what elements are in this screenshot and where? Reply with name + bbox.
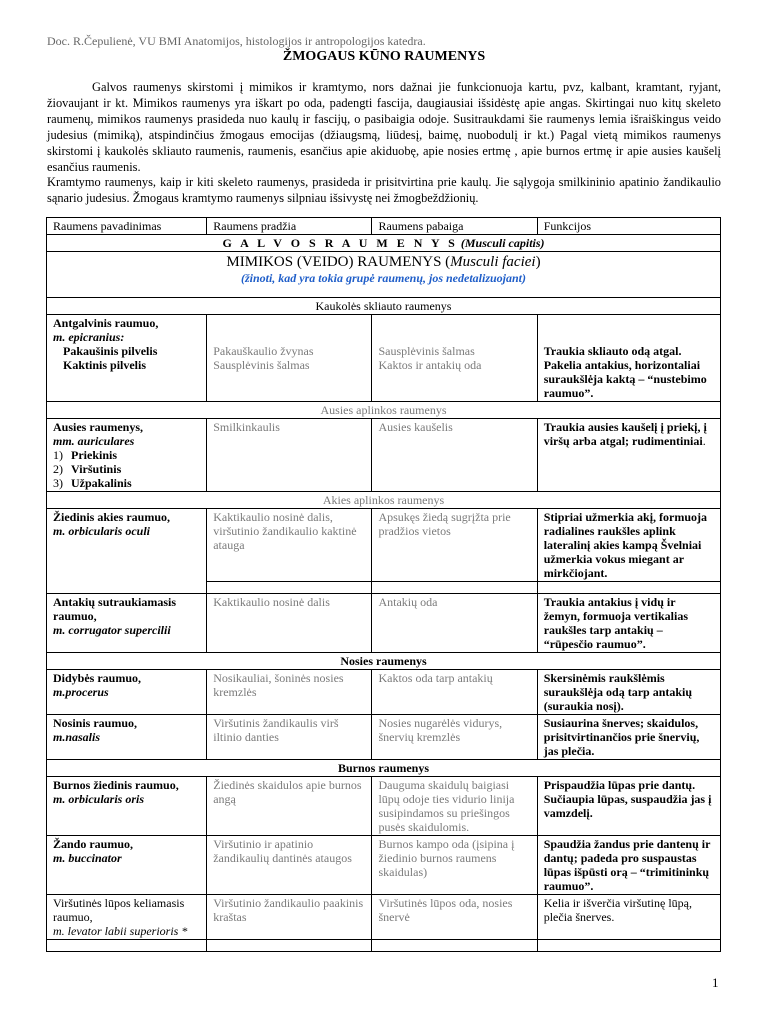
header-insertion: Raumens pabaiga — [372, 218, 537, 235]
intro-paragraph-2: Kramtymo raumenys, kaip ir kiti skeleto raumenys, prasideda ir prisitvirtina prie kaulų. Jie sąlygoja smilkininio apatinio žandikaulio sąnario judesius. Žmogaus kramtymo raumenys silpniau išsivystę nei žmogbeždžionių. — [47, 175, 721, 206]
mimic-section-cell — [47, 252, 721, 298]
subsection-row — [47, 298, 721, 315]
empty-cell — [47, 940, 207, 952]
table-row — [47, 777, 721, 836]
subsection-row — [47, 492, 721, 509]
table-row — [47, 895, 721, 940]
function-cell: Skersinėmis raukšlėmis suraukšlėja odą tarp antakių (suraukia nosį). — [537, 670, 720, 715]
section-head-latin: (Musculi capitis) — [460, 236, 545, 250]
origin-cell: Pakauškaulio žvynas Sausplėvinis šalmas — [207, 315, 372, 402]
table-row — [47, 419, 721, 492]
insertion-cell: Dauguma skaidulų baigiasi lūpų odoje ties vidurio linija susipindamos su priešingos pusės skaidulomis. — [372, 777, 537, 836]
table-row — [47, 715, 721, 760]
empty-cell — [372, 940, 537, 952]
subsection-skull: Kaukolės skliauto raumenys — [47, 298, 721, 315]
insertion-cell: Ausies kaušelis — [372, 419, 537, 492]
function-cell: Kelia ir išverčia viršutinę lūpą, plečia šnerves. — [537, 895, 720, 940]
insertion-cell: Apsukęs žiedą sugrįžta prie pradžios vietos — [372, 509, 537, 582]
empty-cell — [372, 582, 537, 594]
table-row — [47, 670, 721, 715]
origin-cell: Smilkinkaulis — [207, 419, 372, 492]
muscle-name-cell: Ausies raumenys, mm. auriculares 1) Priekinis 2) Viršutinis 3) Užpakalinis — [47, 419, 207, 492]
subsection-row — [47, 653, 721, 670]
function-cell: Susiaurina šnerves; skaidulos, prisitvirtinančios prie šnervių, jas plečia. — [537, 715, 720, 760]
function-cell: Traukia skliauto odą atgal. Pakelia antakius, horizontaliai suraukšlėja kaktą – “nustebimo raumuo”. — [537, 315, 720, 402]
muscle-name-cell: Viršutinės lūpos keliamasis raumuo, m. levator labii superioris * — [47, 895, 207, 940]
empty-cell — [537, 582, 720, 594]
section-head-cell — [47, 235, 721, 252]
insertion-cell: Sausplėvinis šalmas Kaktos ir antakių oda — [372, 315, 537, 402]
subsection-eye: Akies aplinkos raumenys — [47, 492, 721, 509]
function-cell: Traukia ausies kaušelį į priekį, į viršų arba atgal; rudimentiniai. — [537, 419, 720, 492]
intro-paragraph-1: Galvos raumenys skirstomi į mimikos ir kramtymo, nors dažnai jie funkcionuoja kartu, pvz, kalbant, kramtant, ryjant, žiovaujant ir kt. Mimikos raumenys yra iškart po oda, padengti fascija, daugiausiai išsidėstę apie angas. Skirtingai nuo kitų skeleto raumenų, mimikos raumenys prasideda nuo kaulų ir fascijų, o pasibaigia odoje. Susitraukdami šie raumenys lemia išraiškingus veido judesius (mimiką), atspindinčius žmogaus emocijas (džiaugsmą, liūdesį, baimę, nuobodulį ir kt.) Pagal vietą mimikos raumenys skirstomi į kaukolės skliauto raumenis, raumenis, esančius apie akiduobę, apie nosies ertmę , apie burnos ertmę ir apie ausies kaušelį esančius raumenis. — [47, 80, 721, 174]
muscle-name-cell: Nosinis raumuo, m.nasalis — [47, 715, 207, 760]
section-head-title: G A L V O S R A U M E N Y S — [222, 236, 458, 250]
section-head-row — [47, 235, 721, 252]
muscle-name-cell: Žando raumuo, m. buccinator — [47, 836, 207, 895]
table-row — [47, 594, 721, 653]
subsection-ear: Ausies aplinkos raumenys — [47, 402, 721, 419]
subsection-row — [47, 760, 721, 777]
insertion-cell: Kaktos oda tarp antakių — [372, 670, 537, 715]
origin-cell: Viršutinio ir apatinio žandikaulių dantinės ataugos — [207, 836, 372, 895]
insertion-cell: Antakių oda — [372, 594, 537, 653]
insertion-cell: Burnos kampo oda (įsipina į žiedinio burnos raumens skaidulas) — [372, 836, 537, 895]
insertion-cell: Viršutinės lūpos oda, nosies šnervė — [372, 895, 537, 940]
empty-cell — [537, 940, 720, 952]
table-row — [47, 836, 721, 895]
muscle-name-cell: Didybės raumuo, m.procerus — [47, 670, 207, 715]
empty-row — [47, 940, 721, 952]
mimic-section-row — [47, 252, 721, 298]
subsection-mouth: Burnos raumenys — [47, 760, 721, 777]
function-cell: Stipriai užmerkia akį, formuoja radialines raukšles aplink lateralinį akies kampą Švelniai užmerkia vokus miegant ar mirkčiojant. — [537, 509, 720, 582]
table-row — [47, 509, 721, 582]
muscle-name-cell: Antgalvinis raumuo, m. epicranius: Pakaušinis pilvelis Kaktinis pilvelis — [47, 315, 207, 402]
mimic-note: (žinoti, kad yra tokia grupė raumenų, jos nedetalizuojant) — [240, 271, 527, 285]
function-cell: Traukia antakius į vidų ir žemyn, formuoja vertikalias raukšles tarp antakių – “rūpesčio raumuo”. — [537, 594, 720, 653]
subsection-row — [47, 402, 721, 419]
muscle-table — [46, 217, 721, 952]
document-title: ŽMOGAUS KŪNO RAUMENYS — [282, 49, 486, 64]
origin-cell: Viršutinis žandikaulis virš iltinio danties — [207, 715, 372, 760]
empty-cell — [207, 582, 372, 594]
origin-cell: Nosikauliai, šoninės nosies kremzlės — [207, 670, 372, 715]
header-name: Raumens pavadinimas — [47, 218, 207, 235]
muscle-name-cell: Burnos žiedinis raumuo, m. orbicularis oris — [47, 777, 207, 836]
header-origin: Raumens pradžia — [207, 218, 372, 235]
intro-text — [47, 80, 721, 207]
muscle-name-cell: Žiedinis akies raumuo, m. orbicularis oculi — [47, 509, 207, 594]
header-function: Funkcijos — [537, 218, 720, 235]
origin-cell: Kaktikaulio nosinė dalis — [207, 594, 372, 653]
origin-cell: Viršutinio žandikaulio paakinis kraštas — [207, 895, 372, 940]
header-line: Doc. R.Čepulienė, VU BMI Anatomijos, histologijos ir antropologijos katedra. — [47, 34, 426, 48]
origin-cell: Žiedinės skaidulos apie burnos angą — [207, 777, 372, 836]
origin-cell: Kaktikaulio nosinė dalis, viršutinio žandikaulio kaktinė atauga — [207, 509, 372, 582]
insertion-cell: Nosies nugarėlės vidurys, šnervių kremzlės — [372, 715, 537, 760]
muscle-name-cell: Antakių sutraukiamasis raumuo, m. corrugator supercilii — [47, 594, 207, 653]
table-header-row — [47, 218, 721, 235]
function-cell: Spaudžia žandus prie dantenų ir dantų; padeda pro suspaustas lūpas išpūsti orą – “trimitininkų raumuo”. — [537, 836, 720, 895]
function-cell: Prispaudžia lūpas prie dantų. Sučiaupia lūpas, suspaudžia jas į vamzdelį. — [537, 777, 720, 836]
empty-cell — [207, 940, 372, 952]
page-number: 1 — [712, 975, 719, 990]
subsection-nose: Nosies raumenys — [47, 653, 721, 670]
mimic-title: MIMIKOS (VEIDO) RAUMENYS (Musculi faciei) — [226, 254, 541, 270]
table-row — [47, 315, 721, 402]
